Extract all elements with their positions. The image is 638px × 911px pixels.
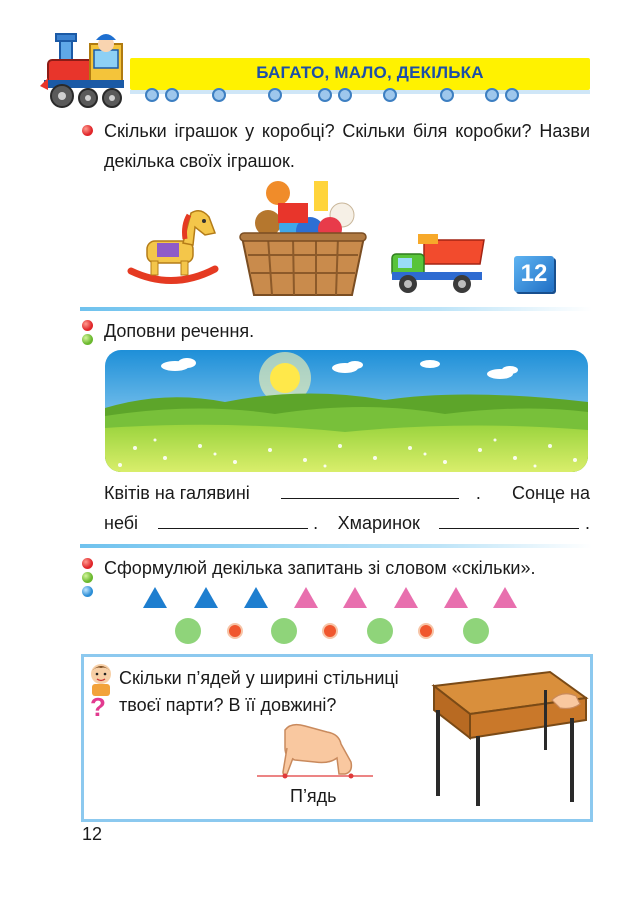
red-circle	[227, 623, 243, 639]
task-bullet	[82, 320, 93, 331]
page-number: 12	[82, 824, 103, 844]
rail-wheel	[318, 88, 332, 102]
task3-instruction: Сформулюй декілька запитань зі словом «скільки».	[104, 558, 536, 578]
task4-line2: твоєї парти? В її довжині?	[119, 695, 337, 715]
hand-span-caption: П’ядь	[290, 786, 337, 806]
task-bullet	[82, 334, 93, 345]
sentence-dot: .	[584, 513, 590, 533]
desk-icon	[430, 670, 590, 810]
title-rail	[130, 90, 590, 94]
rail-wheel	[383, 88, 397, 102]
rail-wheel	[268, 88, 282, 102]
green-circle	[175, 618, 201, 644]
pink-triangle	[343, 587, 367, 608]
sentence-part2: Сонце на	[511, 483, 590, 503]
task4-line1: Скільки п’ядей у ширині стільниці	[119, 668, 399, 688]
sentence-dot: .	[313, 513, 319, 533]
section-separator	[80, 544, 592, 548]
rail-wheel	[505, 88, 519, 102]
boy-question-icon	[86, 662, 116, 718]
sentence-part1: Квітів на галявині	[104, 483, 250, 503]
task-bullet	[82, 558, 93, 569]
rocking-horse-icon	[125, 205, 220, 290]
pink-triangle	[394, 587, 418, 608]
blue-triangle	[194, 587, 218, 608]
blank-input[interactable]	[439, 510, 579, 529]
task2-instruction: Доповни речення.	[104, 321, 255, 341]
fill-sentence-line1	[104, 478, 590, 508]
cube-label: 12	[520, 260, 548, 287]
green-circle	[367, 618, 393, 644]
task1-text: Скільки іграшок у коробці? Скільки біля коробки? Назви декілька своїх іграшок.	[104, 121, 590, 171]
number-cube-icon	[514, 256, 554, 292]
green-circle	[463, 618, 489, 644]
task-bullet	[82, 125, 93, 136]
triangle-row	[143, 587, 523, 611]
rail-wheel	[485, 88, 499, 102]
blank-input[interactable]	[158, 510, 308, 529]
rail-wheel	[165, 88, 179, 102]
circle-row	[175, 618, 495, 646]
toy-truck-icon	[388, 232, 490, 297]
pink-triangle	[444, 587, 468, 608]
rail-wheel	[145, 88, 159, 102]
fill-sentence-line2	[104, 508, 590, 538]
meadow-landscape-image	[105, 350, 588, 472]
task-bullet	[82, 586, 93, 597]
sentence-part4: Хмаринок	[337, 513, 420, 533]
rail-wheel	[338, 88, 352, 102]
red-circle	[418, 623, 434, 639]
page-title: БАГАТО, МАЛО, ДЕКІЛЬКА	[256, 63, 484, 82]
svg-text:?: ?	[90, 692, 106, 718]
blue-triangle	[244, 587, 268, 608]
sentence-part3: небі	[104, 513, 139, 533]
rail-wheel	[212, 88, 226, 102]
red-circle	[322, 623, 338, 639]
blank-input[interactable]	[281, 480, 459, 499]
rail-wheel	[440, 88, 454, 102]
section-separator	[80, 307, 592, 311]
pink-triangle	[294, 587, 318, 608]
task-bullet	[82, 572, 93, 583]
header	[0, 0, 638, 110]
toy-basket-icon	[238, 175, 368, 300]
blue-triangle	[143, 587, 167, 608]
sentence-dot: .	[475, 483, 481, 503]
hand-span-icon	[255, 722, 375, 782]
green-circle	[271, 618, 297, 644]
pink-triangle	[493, 587, 517, 608]
train-icon	[40, 30, 135, 110]
